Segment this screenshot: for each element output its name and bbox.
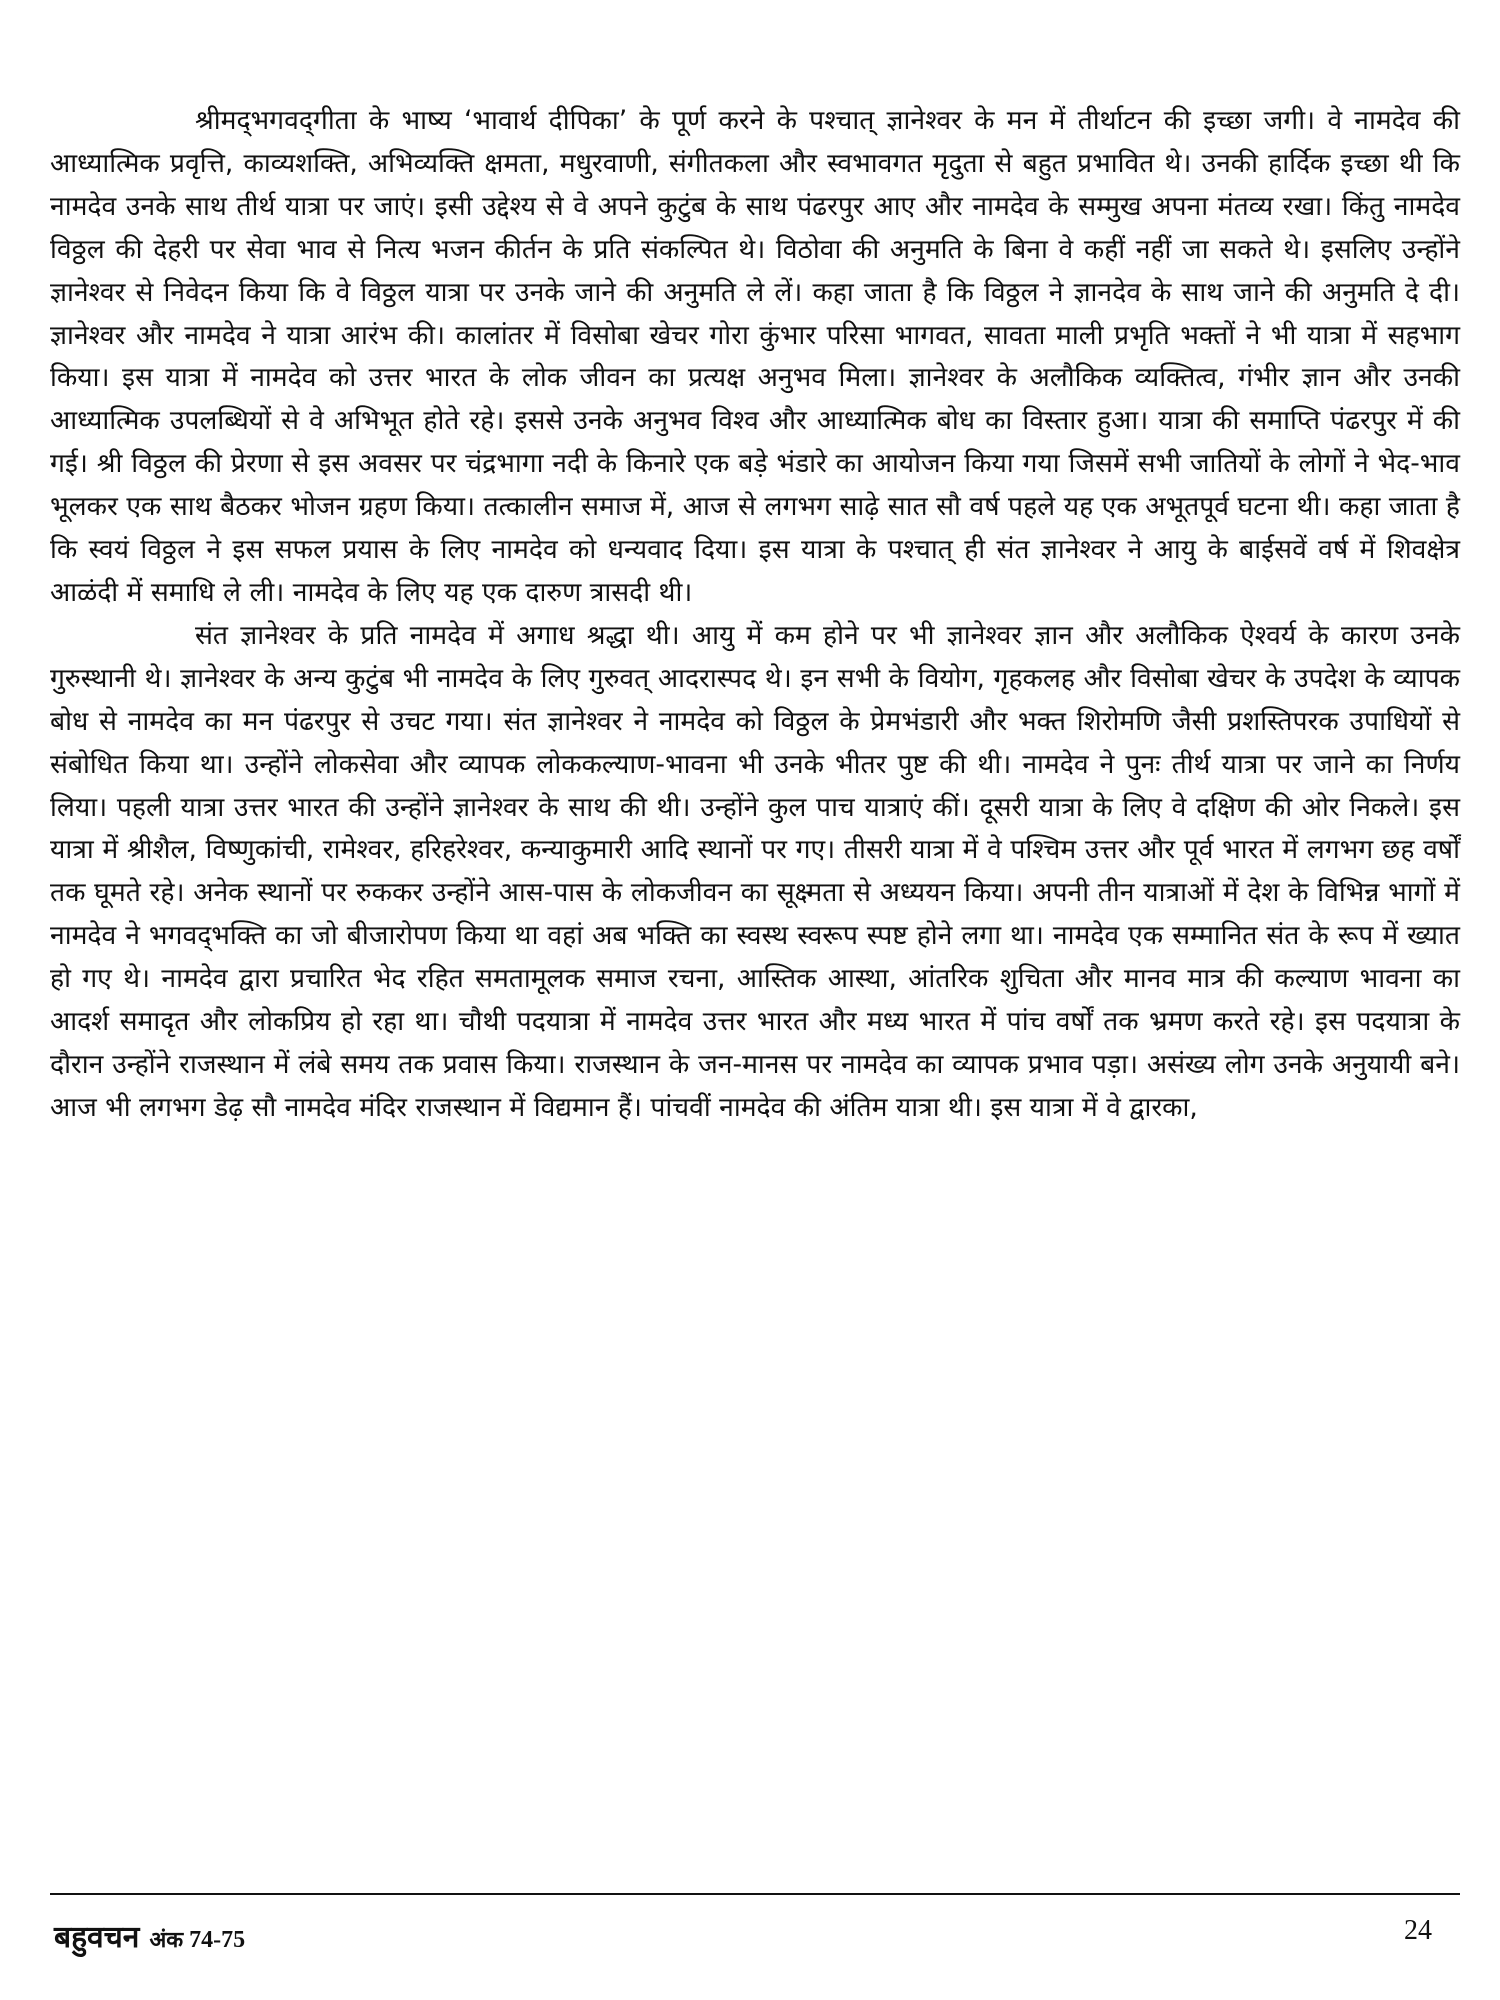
paragraph-2: संत ज्ञानेश्वर के प्रति नामदेव में अगाध श्रद्धा थी। आयु में कम होने पर भी ज्ञानेश्वर ज्ञान और अलौकिक ऐश्वर्य के कारण उनके गुरुस्थानी थे। ज्ञानेश्वर के अन्य कुटुंब भी नामदेव के लिए गुरुवत्‌ आदरास्पद थे। इन सभी के वियोग, गृहकलह और विसोबा खेचर के उपदेश के व्यापक बोध से नामदेव का मन पंढरपुर से उचट गया। संत ज्ञानेश्वर ने नामदेव को विठ्ठल के प्रेमभंडारी और भक्त शिरोमणि जैसी प्रशस्तिपरक उपाधियों से संबोधित किया था। उन्होंने लोकसेवा और व्यापक लोककल्याण-भावना भी उनके भीतर पुष्ट की थी। नामदेव ने पुनः तीर्थ यात्रा पर जाने का निर्णय लिया। पहली यात्रा उत्तर भारत की उन्होंने ज्ञानेश्वर के साथ की थी। उन्होंने कुल पाच यात्राएं कीं। दूसरी यात्रा के लिए वे दक्षिण की ओर निकले। इस यात्रा में श्रीशैल, विष्णुकांची, रामेश्वर, हरिहरेश्वर, कन्याकुमारी आदि स्थानों पर गए। तीसरी यात्रा में वे पश्चिम उत्तर और पूर्व भारत में लगभग छह वर्षों तक घूमते रहे। अनेक स्थानों पर रुककर उन्होंने आस-पास के लोकजीवन का सूक्ष्मता से अध्ययन किया। अपनी तीन यात्राओं में देश के विभिन्न भागों में नामदेव ने भगवद्‌भक्ति का जो बीजारोपण किया था वहां अब भक्ति का स्वस्थ स्वरूप स्पष्ट होने लगा था। नामदेव एक सम्मानित संत के रूप में ख्यात हो गए थे। नामदेव द्वारा प्रचारित भेद रहित समतामूलक समाज रचना, आस्तिक आस्था, आंतरिक शुचिता और मानव मात्र की कल्याण भावना का आदर्श समादृत और लोकप्रिय हो रहा था। चौथी पदयात्रा में नामदेव उत्तर भारत और मध्य भारत में पांच वर्षों तक भ्रमण करते रहे। इस पदयात्रा के दौरान उन्होंने राजस्थान में लंबे समय तक प्रवास किया। राजस्थान के जन-मानस पर नामदेव का व्यापक प्रभाव पड़ा। असंख्य लोग उनके अनुयायी बने। आज भी लगभग डेढ़ सौ नामदेव मंदिर राजस्थान में विद्यमान हैं। पांचवीं नामदेव की अंतिम यात्रा थी। इस यात्रा में वे द्वारका,	[50, 619, 1461, 1123]
footer-divider	[50, 1893, 1460, 1895]
page-footer	[50, 1915, 1460, 1963]
journal-name: बहुवचन	[54, 1920, 140, 1955]
issue-label: अंक	[149, 1928, 184, 1953]
paragraph-1: श्रीमद्‌भगवद्‌गीता के भाष्य ‘भावार्थ दीपिका’ के पूर्ण करने के पश्चात्‌ ज्ञानेश्वर के मन में तीर्थाटन की इच्छा जगी। वे नामदेव की आध्यात्मिक प्रवृत्ति, काव्यशक्ति, अभिव्यक्ति क्षमता, मधुरवाणी, संगीतकला और स्वभावगत मृदुता से बहुत प्रभावित थे। उनकी हार्दिक इच्छा थी कि नामदेव उनके साथ तीर्थ यात्रा पर जाएं। इसी उद्देश्य से वे अपने कुटुंब के साथ पंढरपुर आए और नामदेव के सम्मुख अपना मंतव्य रखा। किंतु नामदेव विठ्ठल की देहरी पर सेवा भाव से नित्य भजन कीर्तन के प्रति संकल्पित थे। विठोवा की अनुमति के बिना वे कहीं नहीं जा सकते थे। इसलिए उन्होंने ज्ञानेश्वर से निवेदन किया कि वे विठ्ठल यात्रा पर उनके जाने की अनुमति ले लें। कहा जाता है कि विठ्ठल ने ज्ञानदेव के साथ जाने की अनुमति दे दी। ज्ञानेश्वर और नामदेव ने यात्रा आरंभ की। कालांतर में विसोबा खेचर गोरा कुंभार परिसा भागवत, सावता माली प्रभृति भक्तों ने भी यात्रा में सहभाग किया। इस यात्रा में नामदेव को उत्तर भारत के लोक जीवन का प्रत्यक्ष अनुभव मिला। ज्ञानेश्वर के अलौकिक व्यक्तित्व, गंभीर ज्ञान और उनकी आध्यात्मिक उपलब्धियों से वे अभिभूत होते रहे। इससे उनके अनुभव विश्व और आध्यात्मिक बोध का विस्तार हुआ। यात्रा की समाप्ति पंढरपुर में की गई। श्री विठ्ठल की प्रेरणा से इस अवसर पर चंद्रभागा नदी के किनारे एक बड़े भंडारे का आयोजन किया गया जिसमें सभी जातियों के लोगों ने भेद-भाव भूलकर एक साथ बैठकर भोजन ग्रहण किया। तत्कालीन समाज में, आज से लगभग साढ़े सात सौ वर्ष पहले यह एक अभूतपूर्व घटना थी। कहा जाता है कि स्वयं विठ्ठल ने इस सफल प्रयास के लिए नामदेव को धन्यवाद दिया। इस यात्रा के पश्चात्‌ ही संत ज्ञानेश्वर ने आयु के बाईसवें वर्ष में शिवक्षेत्र आळंदी में समाधि ले ली। नामदेव के लिए यह एक दारुण त्रासदी थी।	[50, 105, 1460, 608]
document-page	[50, 100, 1460, 1980]
page-number: 24	[1404, 1915, 1432, 1946]
issue-number: 74-75	[189, 1927, 246, 1953]
journal-info	[54, 1915, 245, 1956]
body-text	[50, 100, 1460, 1130]
